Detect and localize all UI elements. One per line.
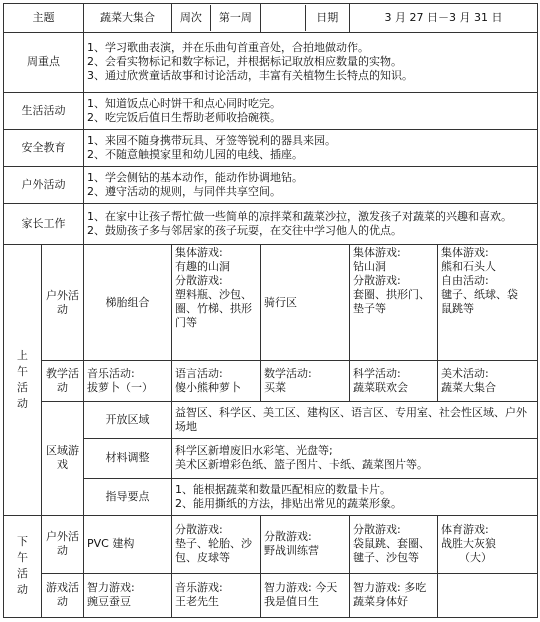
morning-outdoor-thu: 集体游戏: 钻山洞 分散游戏: 套圈、拱形门、 垫子等	[350, 245, 438, 361]
area-guide-label: 指导要点	[84, 478, 172, 515]
section-content	[84, 129, 538, 166]
weekly-focus-item: 3、通过欣赏童话故事和讨论活动，丰富有关植物生长特点的知识。	[87, 69, 413, 83]
section-item: 2、吃完饭后值日生帮助老师收拾碗筷。	[87, 110, 281, 124]
afternoon-game-wed: 智力游戏: 今天 我是值日生	[261, 573, 350, 617]
area-guide-value: 1、能根据蔬菜和数量匹配相应的数量卡片。 2、能用撕纸的方法，排贴出常见的蔬菜形象。	[172, 478, 538, 515]
life-activity-row	[4, 92, 538, 129]
section-label: 户外活动	[4, 167, 84, 204]
weekly-focus-label: 周重点	[4, 32, 84, 92]
area-material-value: 科学区新增废旧水彩笔、光盘等; 美术区新增彩色纸、篮子图片、卡纸、蔬菜图片等。	[172, 439, 538, 478]
section-item: 1、在家中让孩子帮忙做一些简单的凉拌菜和蔬菜沙拉，激发孩子对蔬菜的兴趣和喜欢。	[87, 210, 512, 224]
afternoon-game-mon: 智力游戏: 豌豆蚕豆	[84, 573, 172, 617]
header-row	[4, 4, 538, 33]
section-item: 1、学会侧钻的基本动作，能动作协调地钻。	[87, 171, 303, 185]
afternoon-label	[4, 515, 42, 617]
afternoon-game-fri	[438, 573, 538, 617]
morning-outdoor-mon: 梯胎组合	[84, 245, 172, 361]
morning-area-label: 区域游戏	[42, 402, 84, 515]
section-item: 2、遵守活动的规则，与同伴共享空间。	[87, 185, 281, 199]
afternoon-outdoor-row	[4, 515, 538, 573]
afternoon-game-thu: 智力游戏: 多吃 蔬菜身体好	[350, 573, 438, 617]
morning-teaching-fri: 美术活动: 蔬菜大集合	[438, 360, 538, 401]
outdoor-row	[4, 167, 538, 204]
morning-area-material-row	[4, 439, 538, 478]
section-label: 家长工作	[4, 204, 84, 245]
morning-outdoor-tue: 集体游戏: 有趣的山洞 分散游戏: 塑料瓶、沙包、 圈、竹梯、拱形 门等	[172, 245, 261, 361]
section-item: 1、知道饭点心时饼干和点心同时吃完。	[87, 96, 281, 110]
theme-value: 蔬菜大集合	[84, 4, 172, 33]
morning-outdoor-row	[4, 245, 538, 361]
section-item: 2、鼓励孩子多与邻居家的孩子玩耍，在交往中学习他人的优点。	[87, 224, 402, 238]
theme-label: 主题	[4, 4, 84, 33]
morning-outdoor-wed: 骑行区	[261, 245, 350, 361]
section-label: 生活活动	[4, 92, 84, 129]
morning-teaching-tue: 语言活动: 傻小熊种萝卜	[172, 360, 261, 401]
week-cell	[172, 4, 261, 33]
morning-teaching-thu: 科学活动: 蔬菜联欢会	[350, 360, 438, 401]
area-open-value: 益智区、科学区、美工区、建构区、语言区、专用室、社会性区域、户外场地	[172, 402, 538, 439]
weekly-focus-item: 2、会看实物标记和数字标记，并根据标记取放相应数量的实物。	[87, 55, 402, 69]
morning-area-guide-row	[4, 478, 538, 515]
morning-label	[4, 245, 42, 515]
weekly-focus-row	[4, 32, 538, 92]
afternoon-outdoor-thu: 分散游戏: 袋鼠跳、套圈、 毽子、沙包等	[350, 515, 438, 573]
morning-area-open-row	[4, 402, 538, 439]
week-label: 周次	[172, 5, 211, 31]
date-value: 3 月 27 日－3 月 31 日	[350, 4, 538, 33]
date-label-cell	[261, 4, 350, 33]
morning-teaching-label: 教学活动	[42, 360, 84, 401]
date-label: 日期	[316, 10, 339, 24]
section-item: 1、来园不随身携带玩具、牙签等锐利的器具来园。	[87, 133, 336, 147]
afternoon-outdoor-wed: 分散游戏: 野战训练营	[261, 515, 350, 573]
morning-teaching-mon: 音乐活动: 拔萝卜（一）	[84, 360, 172, 401]
morning-teaching-row	[4, 360, 538, 401]
safety-education-row	[4, 129, 538, 166]
week-value: 第一周	[218, 10, 252, 24]
section-label: 安全教育	[4, 129, 84, 166]
morning-label-text: 上午活动	[17, 349, 28, 411]
section-content	[84, 167, 538, 204]
afternoon-outdoor-mon: PVC 建构	[84, 515, 172, 573]
afternoon-outdoor-fri: 体育游戏: 战胜大灰狼 （大）	[438, 515, 538, 573]
afternoon-game-tue: 音乐游戏: 王老先生	[172, 573, 261, 617]
morning-outdoor-fri: 集体游戏: 熊和石头人 自由活动: 毽子、纸球、袋 鼠跳等	[438, 245, 538, 361]
weekly-focus-item: 1、学习歌曲表演，并在乐曲句首重音处，合拍地做动作。	[87, 41, 369, 55]
afternoon-outdoor-tue: 分散游戏: 垫子、轮胎、沙 包、皮球等	[172, 515, 261, 573]
section-content	[84, 92, 538, 129]
weekly-focus-content	[84, 32, 538, 92]
afternoon-outdoor-label: 户外活动	[42, 515, 84, 573]
area-material-label: 材料调整	[84, 439, 172, 478]
section-item: 2、不随意触摸家里和幼儿园的电线、插座。	[87, 147, 303, 161]
morning-teaching-wed: 数学活动: 买菜	[261, 360, 350, 401]
area-open-label: 开放区域	[84, 402, 172, 439]
section-content	[84, 204, 538, 245]
weekly-plan-table	[3, 3, 538, 618]
afternoon-label-text: 下午活动	[17, 535, 28, 597]
afternoon-game-row	[4, 573, 538, 617]
afternoon-game-label: 游戏活动	[42, 573, 84, 617]
parent-work-row	[4, 204, 538, 245]
morning-outdoor-label: 户外活动	[42, 245, 84, 361]
